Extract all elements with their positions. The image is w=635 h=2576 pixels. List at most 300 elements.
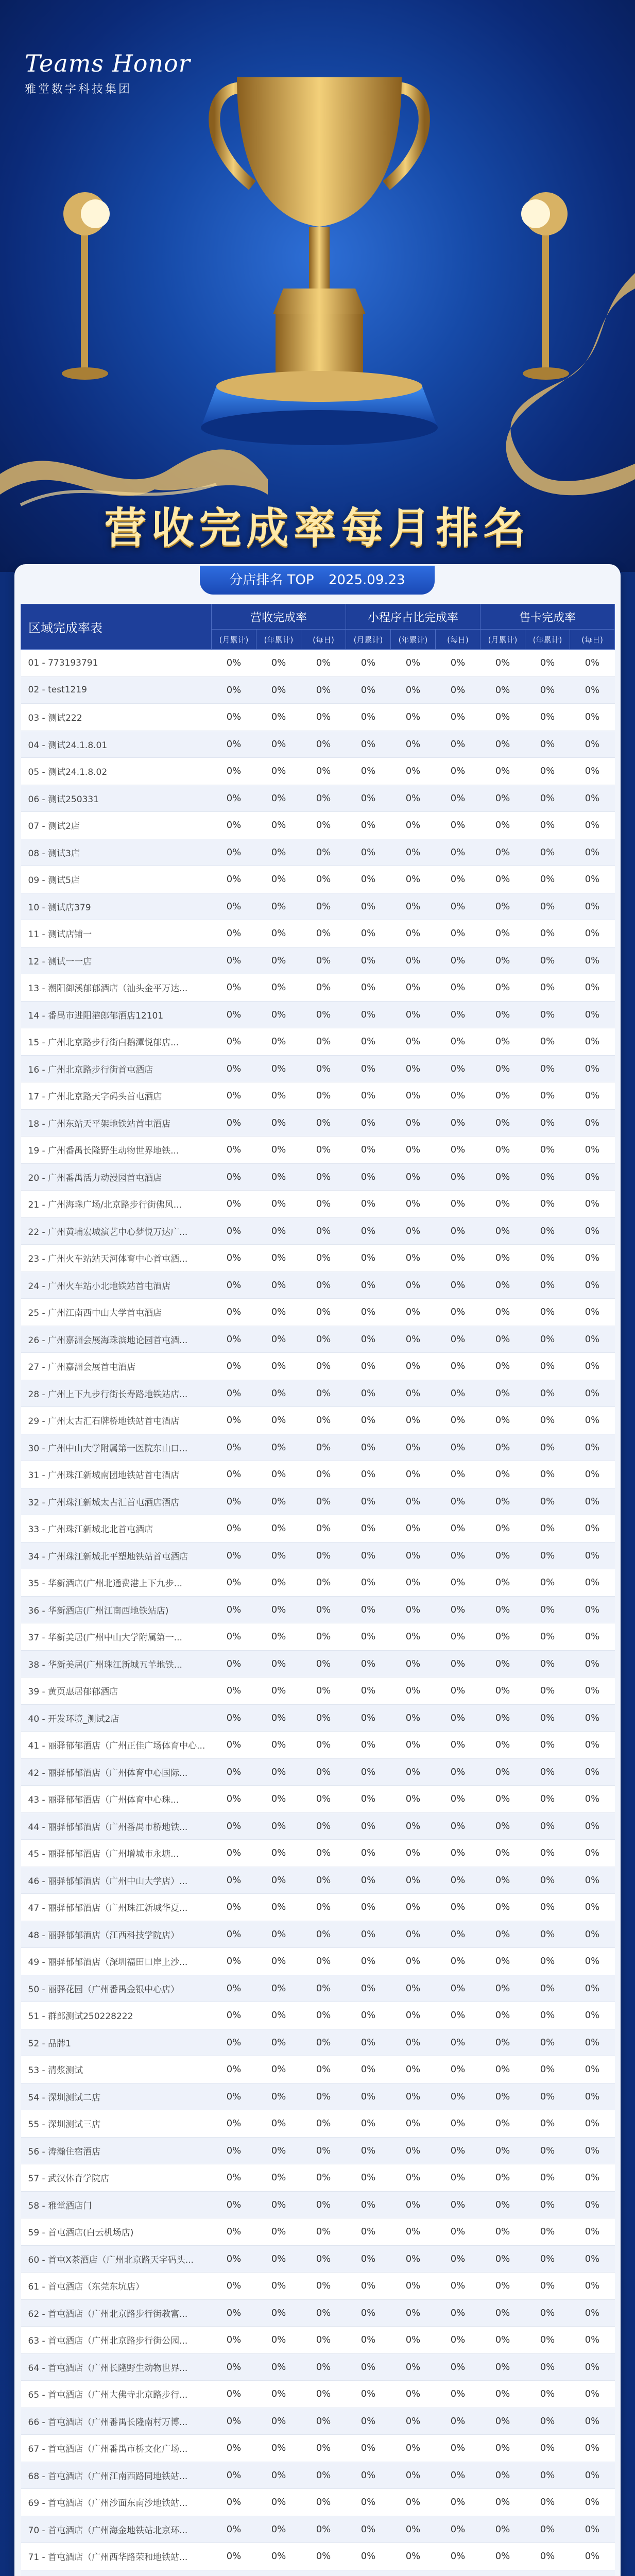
store-name-cell: 59 - 首屯酒店(白云机场店) — [21, 2218, 212, 2246]
rate-cell: 0% — [256, 1163, 301, 1191]
rate-cell: 0% — [480, 2327, 525, 2354]
rate-cell: 0% — [256, 704, 301, 731]
rate-cell: 0% — [480, 2002, 525, 2029]
rate-cell: 0% — [391, 2056, 436, 2083]
rate-cell: 0% — [301, 947, 346, 974]
rate-cell: 0% — [525, 1055, 570, 1082]
rate-cell: 0% — [212, 1137, 256, 1164]
rate-cell: 0% — [480, 1163, 525, 1191]
rate-cell: 0% — [346, 812, 391, 839]
table-row — [21, 2137, 615, 2164]
rate-cell: 0% — [525, 920, 570, 947]
rate-cell: 0% — [212, 2327, 256, 2354]
rate-cell: 0% — [436, 2381, 480, 2408]
period-subheader: (月累计) — [480, 630, 525, 650]
rate-cell: 0% — [301, 1326, 346, 1353]
rate-cell: 0% — [436, 812, 480, 839]
table-row — [21, 1786, 615, 1813]
table-row — [21, 1191, 615, 1218]
rate-cell: 0% — [570, 1380, 615, 1407]
rate-cell: 0% — [212, 1542, 256, 1569]
rate-cell: 0% — [301, 704, 346, 731]
rate-cell: 0% — [436, 1921, 480, 1948]
store-name-cell: 67 - 首屯酒店（广州番禺市桥文化广场... — [21, 2435, 212, 2462]
rate-cell: 0% — [301, 1001, 346, 1028]
rate-cell: 0% — [212, 650, 256, 677]
rate-cell: 0% — [256, 2353, 301, 2381]
rate-cell: 0% — [525, 839, 570, 866]
rate-cell: 0% — [391, 2299, 436, 2327]
rate-cell: 0% — [212, 2299, 256, 2327]
rate-cell: 0% — [525, 1001, 570, 1028]
table-row — [21, 2543, 615, 2570]
rate-cell: 0% — [301, 2489, 346, 2516]
table-row — [21, 2029, 615, 2056]
rate-cell: 0% — [346, 1434, 391, 1461]
rate-cell: 0% — [480, 893, 525, 920]
rate-cell: 0% — [212, 2435, 256, 2462]
rate-cell: 0% — [301, 1434, 346, 1461]
rate-cell: 0% — [212, 1082, 256, 1110]
rate-cell: 0% — [436, 1515, 480, 1543]
rate-cell: 0% — [346, 1055, 391, 1082]
rate-cell: 0% — [436, 1812, 480, 1840]
rate-cell: 0% — [525, 1515, 570, 1543]
rate-cell: 0% — [346, 1326, 391, 1353]
rate-cell: 0% — [525, 2381, 570, 2408]
rate-cell: 0% — [480, 785, 525, 812]
rate-cell: 0% — [436, 1650, 480, 1677]
rate-cell: 0% — [570, 650, 615, 677]
store-name-cell: 46 - 丽驿郁郁酒店（广州中山大学店）... — [21, 1867, 212, 1894]
rate-cell: 0% — [256, 785, 301, 812]
rate-cell: 0% — [346, 1163, 391, 1191]
rate-cell: 0% — [436, 1704, 480, 1732]
rate-cell: 0% — [570, 2002, 615, 2029]
rate-cell: 0% — [256, 974, 301, 1002]
rate-cell: 0% — [480, 758, 525, 785]
rate-cell: 0% — [256, 1082, 301, 1110]
rate-cell: 0% — [391, 2191, 436, 2218]
rate-cell: 0% — [212, 1488, 256, 1515]
rate-cell: 0% — [480, 1272, 525, 1299]
table-row — [21, 1137, 615, 1164]
rate-cell: 0% — [346, 1894, 391, 1921]
rate-cell: 0% — [480, 2164, 525, 2192]
rate-cell: 0% — [525, 1704, 570, 1732]
rate-cell: 0% — [212, 2273, 256, 2300]
rate-cell: 0% — [256, 812, 301, 839]
rate-cell: 0% — [391, 1326, 436, 1353]
rate-cell: 0% — [212, 2408, 256, 2435]
rate-cell: 0% — [256, 2516, 301, 2543]
rate-cell: 0% — [212, 1596, 256, 1623]
rate-cell: 0% — [391, 920, 436, 947]
rate-cell: 0% — [525, 1677, 570, 1705]
rate-cell: 0% — [391, 1732, 436, 1759]
rate-cell: 0% — [525, 2056, 570, 2083]
rate-cell: 0% — [301, 1515, 346, 1543]
rate-cell: 0% — [391, 866, 436, 893]
table-row — [21, 1975, 615, 2002]
rate-cell: 0% — [391, 2245, 436, 2273]
rate-cell: 0% — [256, 1028, 301, 1056]
rate-cell: 0% — [391, 1488, 436, 1515]
rate-cell: 0% — [212, 1245, 256, 1272]
rate-cell: 0% — [480, 974, 525, 1002]
rate-cell: 0% — [256, 947, 301, 974]
rate-cell: 0% — [301, 1137, 346, 1164]
store-name-cell: 25 - 广州江南西中山大学首屯酒店 — [21, 1299, 212, 1326]
rate-cell: 0% — [346, 1840, 391, 1867]
rate-cell: 0% — [391, 1677, 436, 1705]
rate-cell: 0% — [346, 839, 391, 866]
rate-cell: 0% — [212, 2543, 256, 2570]
rate-cell: 0% — [212, 1055, 256, 1082]
rate-cell: 0% — [391, 2164, 436, 2192]
rate-cell: 0% — [256, 1137, 301, 1164]
rate-cell: 0% — [212, 1921, 256, 1948]
rate-cell: 0% — [480, 1055, 525, 1082]
rate-cell: 0% — [346, 650, 391, 677]
rate-cell: 0% — [525, 2516, 570, 2543]
rate-cell: 0% — [346, 2273, 391, 2300]
table-row — [21, 1055, 615, 1082]
rate-cell: 0% — [391, 1353, 436, 1380]
store-name-cell: 16 - 广州北京路步行街首屯酒店 — [21, 1055, 212, 1082]
rate-cell: 0% — [480, 839, 525, 866]
rate-cell: 0% — [480, 2462, 525, 2489]
rate-cell: 0% — [391, 1380, 436, 1407]
rate-cell: 0% — [391, 1407, 436, 1434]
rate-cell: 0% — [391, 1163, 436, 1191]
table-row — [21, 1704, 615, 1732]
rate-cell: 0% — [570, 704, 615, 731]
store-name-cell: 56 - 涛瀚住宿酒店 — [21, 2137, 212, 2164]
store-name-cell: 23 - 广州火车站站天河体育中心首屯酒... — [21, 1245, 212, 1272]
rate-cell: 0% — [480, 1542, 525, 1569]
rate-cell: 0% — [256, 2299, 301, 2327]
rate-cell: 0% — [570, 2381, 615, 2408]
store-name-cell: 07 - 测试2店 — [21, 812, 212, 839]
rate-cell: 0% — [212, 1353, 256, 1380]
rate-cell: 0% — [256, 1434, 301, 1461]
rate-cell: 0% — [301, 1245, 346, 1272]
rate-cell: 0% — [301, 2056, 346, 2083]
rate-cell: 0% — [212, 839, 256, 866]
rate-cell: 0% — [525, 1163, 570, 1191]
table-row — [21, 1299, 615, 1326]
store-name-cell: 14 - 番禺市进阳港郎郁酒店12101 — [21, 1001, 212, 1028]
rate-cell: 0% — [570, 1894, 615, 1921]
store-name-cell: 02 - test1219 — [21, 676, 212, 704]
rate-cell: 0% — [301, 812, 346, 839]
store-name-cell: 29 - 广州太古汇石牌桥地铁站首屯酒店 — [21, 1407, 212, 1434]
rate-cell: 0% — [212, 2164, 256, 2192]
rate-cell: 0% — [256, 1948, 301, 1975]
rate-cell: 0% — [525, 2218, 570, 2246]
rate-cell: 0% — [346, 1786, 391, 1813]
rate-cell: 0% — [301, 1812, 346, 1840]
table-row — [21, 2245, 615, 2273]
rate-cell: 0% — [570, 2029, 615, 2056]
store-name-cell: 69 - 首屯酒店（广州沙面东南沙地铁站... — [21, 2489, 212, 2516]
table-row — [21, 2083, 615, 2110]
rate-cell: 0% — [212, 676, 256, 704]
rate-cell: 0% — [391, 1786, 436, 1813]
rate-cell: 0% — [391, 1812, 436, 1840]
rate-cell: 0% — [346, 2353, 391, 2381]
rate-cell: 0% — [570, 1217, 615, 1245]
rate-cell: 0% — [346, 2191, 391, 2218]
rate-cell: 0% — [256, 2137, 301, 2164]
rate-cell: 0% — [525, 1353, 570, 1380]
table-row — [21, 839, 615, 866]
rate-cell: 0% — [436, 1001, 480, 1028]
store-name-cell: 31 - 广州珠江新城南团地铁站首屯酒店 — [21, 1461, 212, 1488]
rate-cell: 0% — [212, 1001, 256, 1028]
rate-cell — [212, 2570, 256, 2576]
store-name-cell: 11 - 测试店铺一 — [21, 920, 212, 947]
rate-cell: 0% — [391, 839, 436, 866]
rate-cell: 0% — [525, 1380, 570, 1407]
rate-cell: 0% — [570, 2462, 615, 2489]
rate-cell: 0% — [391, 1434, 436, 1461]
rate-cell: 0% — [346, 1677, 391, 1705]
rate-cell — [391, 2570, 436, 2576]
rate-cell: 0% — [212, 1812, 256, 1840]
rate-cell: 0% — [525, 2273, 570, 2300]
rate-cell: 0% — [346, 785, 391, 812]
store-name-cell: 68 - 首屯酒店（广州江南西路同地铁站... — [21, 2462, 212, 2489]
rate-cell: 0% — [256, 1326, 301, 1353]
rate-cell: 0% — [436, 1407, 480, 1434]
table-row — [21, 1082, 615, 1110]
rate-cell: 0% — [212, 1623, 256, 1651]
store-name-cell: 17 - 广州北京路天字码头首屯酒店 — [21, 1082, 212, 1110]
rate-cell: 0% — [525, 1975, 570, 2002]
rate-cell: 0% — [256, 2191, 301, 2218]
rate-cell: 0% — [436, 866, 480, 893]
rate-cell: 0% — [570, 1055, 615, 1082]
rate-cell: 0% — [301, 1461, 346, 1488]
rate-cell: 0% — [436, 2273, 480, 2300]
table-row — [21, 1623, 615, 1651]
rate-cell: 0% — [570, 676, 615, 704]
rate-cell: 0% — [525, 676, 570, 704]
rate-cell: 0% — [256, 1353, 301, 1380]
rate-cell: 0% — [256, 1704, 301, 1732]
rate-cell: 0% — [391, 1650, 436, 1677]
rate-cell: 0% — [346, 1407, 391, 1434]
rate-cell: 0% — [525, 1461, 570, 1488]
store-name-cell: 66 - 首屯酒店（广州番禺长隆南村万博... — [21, 2408, 212, 2435]
store-name-cell: 05 - 测试24.1.8.02 — [21, 758, 212, 785]
rate-cell: 0% — [436, 676, 480, 704]
rate-cell: 0% — [346, 1380, 391, 1407]
rate-cell: 0% — [525, 2299, 570, 2327]
rate-cell: 0% — [212, 1434, 256, 1461]
rate-cell: 0% — [212, 1867, 256, 1894]
rate-cell: 0% — [525, 1812, 570, 1840]
rate-cell: 0% — [525, 2191, 570, 2218]
rate-cell: 0% — [391, 1299, 436, 1326]
rate-cell: 0% — [480, 2489, 525, 2516]
rate-cell: 0% — [480, 650, 525, 677]
store-name-cell: 15 - 广州北京路步行街白鹅潭悦郁店... — [21, 1028, 212, 1056]
rate-cell: 0% — [480, 1028, 525, 1056]
rate-cell: 0% — [301, 2083, 346, 2110]
rate-cell: 0% — [525, 1326, 570, 1353]
rate-cell: 0% — [480, 1353, 525, 1380]
rate-cell: 0% — [212, 2381, 256, 2408]
store-name-cell: 40 - 开发环境_测试2店 — [21, 1704, 212, 1732]
table-row — [21, 1596, 615, 1623]
rate-cell: 0% — [480, 1082, 525, 1110]
rate-cell: 0% — [570, 2218, 615, 2246]
rate-cell: 0% — [436, 1623, 480, 1651]
rate-cell: 0% — [301, 2408, 346, 2435]
rate-cell: 0% — [436, 1569, 480, 1597]
rate-cell: 0% — [436, 731, 480, 758]
rate-cell: 0% — [301, 1650, 346, 1677]
store-name-cell: 48 - 丽驿郁郁酒店（江西科技学院店） — [21, 1921, 212, 1948]
rate-cell: 0% — [256, 758, 301, 785]
rate-cell: 0% — [391, 2137, 436, 2164]
rate-cell: 0% — [346, 2029, 391, 2056]
rate-cell: 0% — [391, 1191, 436, 1218]
rate-cell: 0% — [570, 2137, 615, 2164]
rate-cell: 0% — [525, 1245, 570, 1272]
table-row — [21, 1840, 615, 1867]
rate-cell: 0% — [436, 1542, 480, 1569]
table-row — [21, 1001, 615, 1028]
rate-cell: 0% — [256, 1407, 301, 1434]
rate-cell: 0% — [436, 1137, 480, 1164]
rate-cell — [346, 2570, 391, 2576]
store-name-cell: 57 - 武汉体育学院店 — [21, 2164, 212, 2192]
table-row — [21, 866, 615, 893]
rate-cell: 0% — [346, 1001, 391, 1028]
rate-cell: 0% — [436, 1245, 480, 1272]
store-name-cell: 21 - 广州海珠广场/北京路步行街佛风... — [21, 1191, 212, 1218]
rate-cell: 0% — [346, 1082, 391, 1110]
rate-cell: 0% — [480, 1650, 525, 1677]
table-row — [21, 1515, 615, 1543]
rate-cell: 0% — [391, 812, 436, 839]
rate-cell: 0% — [212, 2056, 256, 2083]
rate-cell: 0% — [256, 1542, 301, 1569]
rate-cell: 0% — [256, 2543, 301, 2570]
rate-cell: 0% — [436, 1353, 480, 1380]
store-name-cell: 34 - 广州珠江新城北平塑地铁站首屯酒店 — [21, 1542, 212, 1569]
store-name-cell: 08 - 测试3店 — [21, 839, 212, 866]
rate-cell: 0% — [301, 893, 346, 920]
store-name-cell: 35 - 华新酒店(广州北通费港上下九步... — [21, 1569, 212, 1597]
rate-cell: 0% — [212, 1704, 256, 1732]
rate-cell: 0% — [256, 2273, 301, 2300]
rate-cell: 0% — [212, 1840, 256, 1867]
rate-cell: 0% — [391, 758, 436, 785]
rate-cell: 0% — [346, 1650, 391, 1677]
table-row — [21, 1353, 615, 1380]
rate-cell: 0% — [301, 1840, 346, 1867]
rate-cell: 0% — [525, 1299, 570, 1326]
rate-cell: 0% — [525, 1894, 570, 1921]
rate-cell: 0% — [391, 1921, 436, 1948]
rate-cell: 0% — [525, 1217, 570, 1245]
rate-cell: 0% — [436, 2435, 480, 2462]
rate-cell: 0% — [436, 1163, 480, 1191]
rate-cell: 0% — [212, 1732, 256, 1759]
rate-cell: 0% — [346, 1596, 391, 1623]
rate-cell: 0% — [436, 1596, 480, 1623]
rate-cell: 0% — [525, 1758, 570, 1786]
rate-cell: 0% — [436, 1732, 480, 1759]
rate-cell: 0% — [525, 2110, 570, 2138]
rate-cell: 0% — [301, 2543, 346, 2570]
rate-cell: 0% — [525, 2083, 570, 2110]
rate-cell: 0% — [570, 758, 615, 785]
rate-cell: 0% — [346, 1353, 391, 1380]
rate-cell: 0% — [346, 920, 391, 947]
table-row — [21, 1542, 615, 1569]
rate-cell: 0% — [525, 2327, 570, 2354]
store-name-cell: 51 - 群郎测试250228222 — [21, 2002, 212, 2029]
rate-cell: 0% — [301, 1623, 346, 1651]
rate-cell: 0% — [525, 947, 570, 974]
rate-cell: 0% — [480, 1461, 525, 1488]
period-subheader: (每日) — [570, 630, 615, 650]
rate-cell: 0% — [436, 1867, 480, 1894]
rate-cell: 0% — [346, 2489, 391, 2516]
rate-cell: 0% — [212, 2083, 256, 2110]
rate-cell: 0% — [480, 1569, 525, 1597]
rate-cell: 0% — [212, 1948, 256, 1975]
rate-cell: 0% — [391, 2435, 436, 2462]
rate-cell: 0% — [301, 2110, 346, 2138]
store-name-cell: 65 - 首屯酒店（广州大佛寺北京路步行... — [21, 2381, 212, 2408]
rate-cell: 0% — [480, 1326, 525, 1353]
rate-cell: 0% — [391, 1840, 436, 1867]
store-name-cell: 20 - 广州番禺活力动漫园首屯酒店 — [21, 1163, 212, 1191]
rate-cell: 0% — [346, 1921, 391, 1948]
rate-cell: 0% — [346, 1515, 391, 1543]
store-name-cell: 58 - 雅堂酒店门 — [21, 2191, 212, 2218]
rate-cell: 0% — [525, 2164, 570, 2192]
rate-cell: 0% — [346, 2218, 391, 2246]
store-name-cell: 26 - 广州嘉洲会展海珠滨地论园首屯酒... — [21, 1326, 212, 1353]
rate-cell: 0% — [212, 2191, 256, 2218]
store-name-cell: 42 - 丽驿郁郁酒店（广州体育中心国际... — [21, 1758, 212, 1786]
rate-cell: 0% — [525, 866, 570, 893]
rate-cell: 0% — [570, 1758, 615, 1786]
table-row — [21, 1894, 615, 1921]
rate-cell: 0% — [301, 2273, 346, 2300]
rate-cell: 0% — [212, 785, 256, 812]
rate-cell: 0% — [256, 1596, 301, 1623]
rate-cell: 0% — [391, 2083, 436, 2110]
ranking-table — [21, 604, 615, 2576]
region-column-header: 区域完成率表 — [21, 604, 212, 650]
store-name-cell: 04 - 测试24.1.8.01 — [21, 731, 212, 758]
table-row — [21, 650, 615, 677]
rate-cell: 0% — [570, 2110, 615, 2138]
table-row — [21, 1948, 615, 1975]
rate-cell: 0% — [212, 2110, 256, 2138]
rate-cell: 0% — [301, 1028, 346, 1056]
store-name-cell: 54 - 深圳测试二店 — [21, 2083, 212, 2110]
